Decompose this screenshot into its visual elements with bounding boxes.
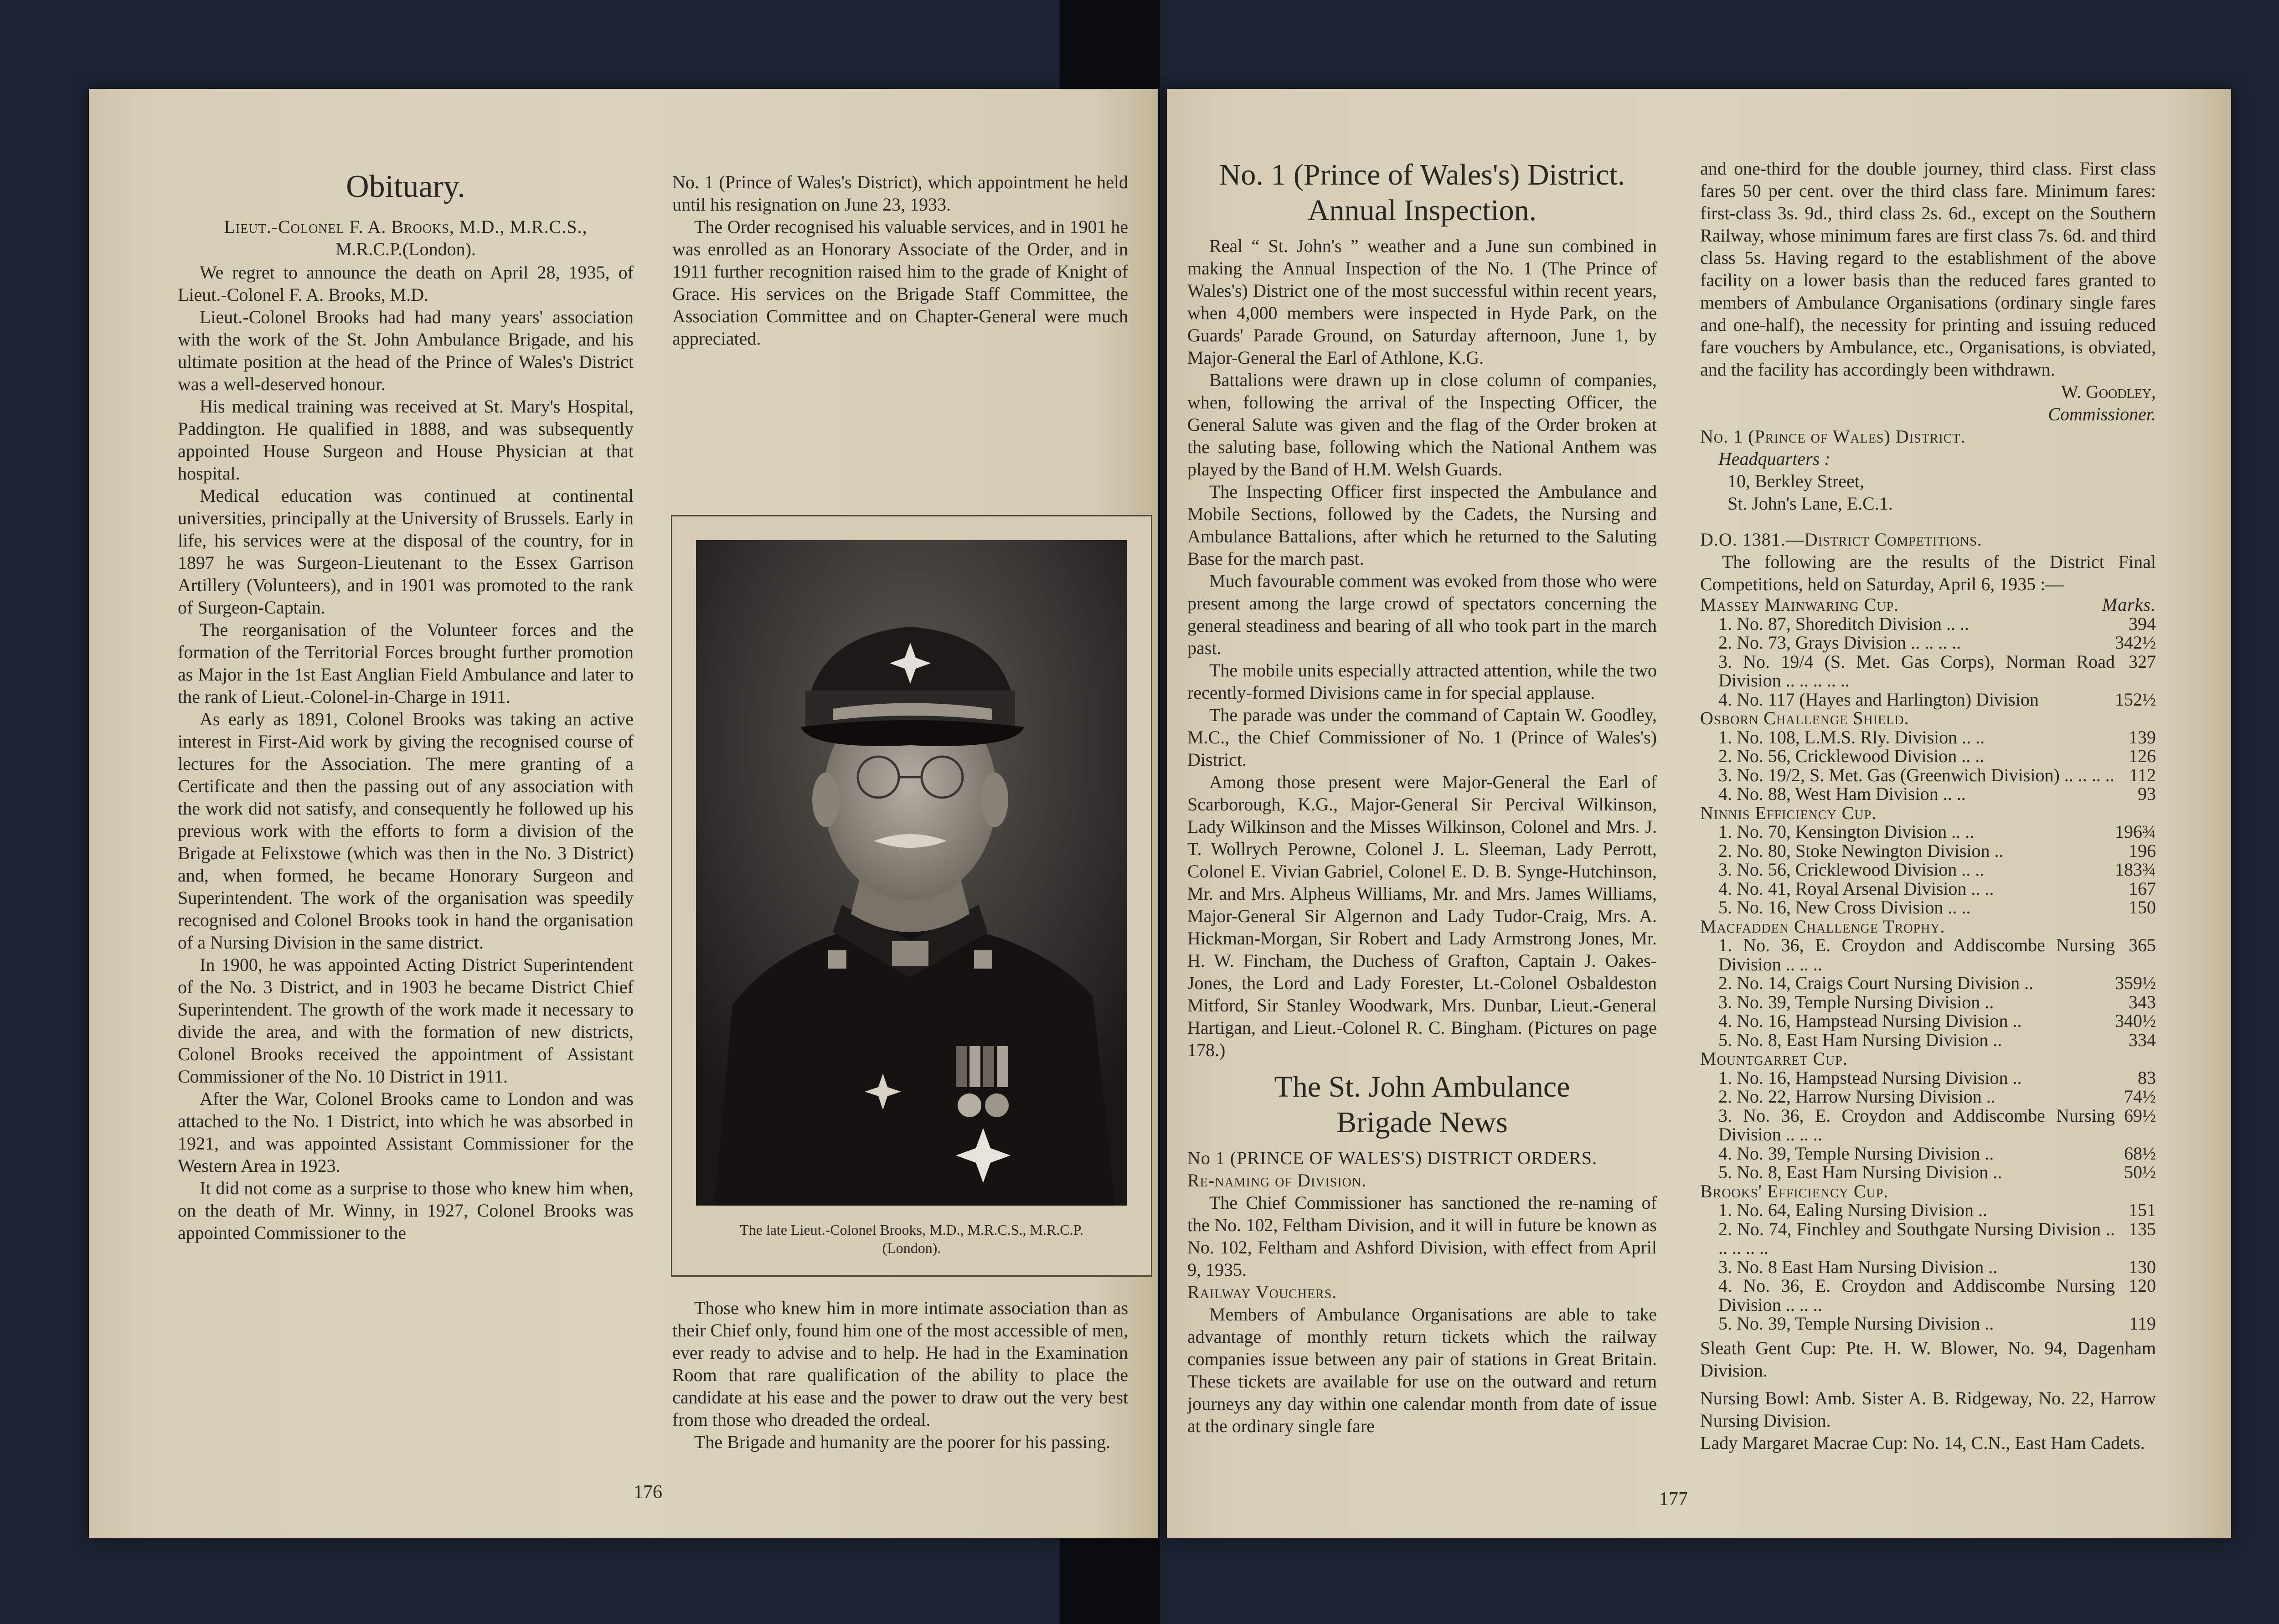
inspection-title-line-1: No. 1 (Prince of Wales's) District. (1219, 158, 1625, 191)
result-row (1700, 1258, 2156, 1277)
result-mark: 119 (2129, 1313, 2156, 1334)
result-division: 1. No. 70, Kensington Division .. .. (1718, 821, 1975, 842)
result-mark: 69½ (2124, 1105, 2156, 1126)
result-mark: 135 (2129, 1218, 2156, 1239)
obituary-paragraph: The Brigade and humanity are the poorer for his passing. (694, 1432, 1111, 1452)
result-row (1700, 974, 2156, 993)
result-division: 2. No. 73, Grays Division .. .. .. .. (1718, 632, 1961, 653)
result-row (1700, 1314, 2156, 1333)
result-mark: 394 (2129, 613, 2156, 634)
result-mark: 343 (2129, 991, 2156, 1012)
result-division: 4. No. 88, West Ham Division .. .. (1718, 784, 1966, 804)
cup-heading (1700, 804, 2156, 823)
obituary-subject-line-2: M.R.C.P.(London). (335, 239, 476, 259)
obituary-paragraph: Those who knew him in more intimate association than as their Chief only, found him one of the most accessible of men, ever ready to advise and to help. He had in the Examination Room that rare qualification of the ability to place the candidate at his ease and the power to draw out the very best from those who dreaded the ordeal. (672, 1298, 1128, 1430)
result-row (1700, 766, 2156, 785)
obituary-paragraph: The Order recognised his valuable services, and in 1901 he was enrolled as an Honorary Associate of the Order, and in 1911 further recognition raised him to the grade of Knight of Grace. His services on the Brigade Staff Committee, the Association Committee and on Chapter-General were much appreciated. (672, 217, 1128, 349)
obituary-paragraph: We regret to announce the death on April 28, 1935, of Lieut.-Colonel F. A. Brooks, M.D. (178, 262, 634, 305)
result-mark: 68½ (2124, 1143, 2156, 1164)
cup-name: Brooks' Efficiency Cup. (1700, 1181, 1889, 1201)
result-division: 3. No. 19/4 (S. Met. Gas Corps), Norman Road Division .. .. .. .. .. (1718, 651, 2115, 691)
caption-line-1: The late Lieut.-Colonel Brooks, M.D., M.R.C.S., M.R.C.P. (740, 1222, 1083, 1238)
result-row (1700, 1144, 2156, 1163)
inspection-paragraph: The Inspecting Officer first inspected the Ambulance and Mobile Sections, followed by the Cadets, the Nursing and Ambulance Battalions, after which he returned to the Saluting Base for the march past. (1187, 481, 1657, 569)
result-mark: 183¾ (2115, 859, 2156, 880)
inspection-paragraph: Much favourable comment was evoked from those who were present among the large crowd of spectators concerning the general steadiness and bearing of all who took part in the march past. (1187, 571, 1657, 658)
result-mark: 83 (2138, 1067, 2156, 1088)
result-mark: 126 (2129, 746, 2156, 766)
obituary-column-2-closing (672, 1297, 1128, 1453)
obituary-paragraph: Lieut.-Colonel Brooks had had many years' association with the work of the St. John Ambulance Brigade, and his ultimate position at the head of the Prince of Wales's District was a well-deserved honour. (178, 307, 634, 394)
signature-title: Commissioner. (2048, 404, 2156, 424)
result-mark: 327 (2129, 651, 2156, 672)
result-mark: 167 (2129, 878, 2156, 899)
sleath-gent-cup: Sleath Gent Cup: Pte. H. W. Blower, No. 94, Dagenham Division. (1700, 1337, 2156, 1381)
news-title-line-2: Brigade News (1336, 1106, 1508, 1139)
vouchers-continuation: and one-third for the double journey, third class. First class fares 50 per cent. over the third class fare. Minimum fares: first-class 3s. 9d., third class 2s. 6d., except on the Southern Railway, whose minimum fares are first class 7s. 6d. and third class 5s. Having regard to the establishment of the above facility on a lower basis than the reduced fares granted to members of Ambulance Organisations (ordinary single fares and one-half), the necessity for printing and issuing reduced fare vouchers by Ambulance, etc., Organisations, is obviated, and the facility has accordingly been withdrawn. (1700, 158, 2156, 380)
result-row (1700, 860, 2156, 879)
cup-heading (1700, 917, 2156, 936)
inspection-paragraph: The parade was under the command of Captain W. Goodley, M.C., the Chief Commissioner of No. 1 (Prince of Wales's) District. (1187, 705, 1657, 770)
obituary-paragraph: As early as 1891, Colonel Brooks was taking an active interest in First-Aid work by giving the recognised course of lectures for the Association. The mere granting of a Certificate and then the passing out of any association with the work did not satisfy, and consequently he followed up his previous work with the efforts to form a division of the Brigade at Felixstowe (which was then in the No. 3 District) and, when formed, he became Honorary Surgeon and Superintendent. The work of the organisation was speedily recognised and Colonel Brooks took in hand the organisation of a Nursing Division in the same district. (178, 709, 634, 953)
page-number-right: 177 (1659, 1489, 1688, 1510)
result-row (1700, 747, 2156, 766)
result-mark: 120 (2129, 1275, 2156, 1296)
cup-name: Macfadden Challenge Trophy. (1700, 916, 1945, 937)
news-title-line-1: The St. John Ambulance (1274, 1070, 1570, 1103)
vouchers-text: Members of Ambulance Organisations are able to take advantage of monthly return tickets which the railway companies issue between any pair of stations in Great Britain. These tickets are available for use on the outward and return journeys any day within one calendar month from date of issue at the ordinary single fare (1187, 1304, 1657, 1436)
cup-name: Osborn Challenge Shield. (1700, 708, 1909, 728)
inspection-column (1187, 157, 1657, 1437)
result-row (1700, 898, 2156, 917)
result-division: 3. No. 36, E. Croydon and Addiscombe Nursing Division .. .. .. (1718, 1105, 2115, 1145)
cup-heading (1700, 709, 2156, 728)
result-division: 1. No. 87, Shoreditch Division .. .. (1718, 613, 1969, 634)
result-division: 3. No. 8 East Ham Nursing Division .. (1718, 1256, 1998, 1277)
nursing-bowl: Nursing Bowl: Amb. Sister A. B. Ridgeway, No. 22, Harrow Nursing Division. (1700, 1387, 2156, 1431)
headquarters-address-1: 10, Berkley Street, (1727, 471, 1864, 491)
signature-name: W. Goodley, (2061, 382, 2156, 402)
result-row (1700, 1163, 2156, 1182)
result-division: 2. No. 22, Harrow Nursing Division .. (1718, 1086, 1995, 1107)
obituary-column-1 (178, 166, 634, 1244)
result-row (1700, 652, 2156, 690)
cup-heading (1700, 595, 2156, 614)
result-row (1700, 784, 2156, 804)
obituary-paragraph: The reorganisation of the Volunteer forces and the formation of the Territorial Forces brought further promotion as Major in the 1st East Anglian Field Ambulance and later to the rank of Lieut.-Colonel-in-Charge in 1911. (178, 619, 634, 707)
result-mark: 130 (2129, 1256, 2156, 1277)
result-row (1700, 1068, 2156, 1088)
inspection-paragraph: The mobile units especially attracted attention, while the two recently-formed Divisions came in for special applause. (1187, 660, 1657, 703)
result-mark: 359½ (2115, 973, 2156, 993)
obituary-column-2 (672, 171, 1128, 350)
district-orders-heading: No 1 (PRINCE OF WALES'S) DISTRICT ORDERS. (1187, 1148, 1598, 1168)
portrait-illustration (696, 540, 1127, 1206)
result-mark: 50½ (2124, 1162, 2156, 1182)
cup-heading (1700, 1049, 2156, 1068)
result-division: 3. No. 19/2, S. Met. Gas (Greenwich Division) .. .. .. .. (1718, 764, 2114, 785)
caption-line-2: (London). (882, 1240, 941, 1256)
result-mark: 152½ (2115, 689, 2156, 710)
obituary-paragraph: After the War, Colonel Brooks came to London and was attached to the No. 1 District, into which he was absorbed in 1921, and was appointed Assistant Commissioner for the Western Area in 1923. (178, 1088, 634, 1176)
result-mark: 151 (2129, 1200, 2156, 1220)
result-mark: 365 (2129, 935, 2156, 955)
result-row (1700, 1011, 2156, 1031)
result-mark: 196 (2129, 840, 2156, 861)
result-division: 1. No. 36, E. Croydon and Addiscombe Nursing Division .. .. .. (1718, 935, 2115, 974)
news-column-2 (1700, 157, 2156, 1454)
result-row (1700, 690, 2156, 709)
result-division: 4. No. 39, Temple Nursing Division .. (1718, 1143, 1994, 1164)
obituary-continuation: No. 1 (Prince of Wales's District), which appointment he held until his resignation on June 23, 1933. (672, 172, 1128, 215)
result-division: 4. No. 36, E. Croydon and Addiscombe Nursing Division .. .. .. (1718, 1275, 2115, 1315)
result-division: 4. No. 117 (Hayes and Harlington) Division (1718, 689, 2039, 710)
result-row (1700, 1276, 2156, 1314)
left-page (89, 89, 1158, 1538)
result-row (1700, 1201, 2156, 1220)
result-division: 2. No. 74, Finchley and Southgate Nursing Division .. .. .. .. .. (1718, 1218, 2115, 1258)
result-mark: 340½ (2115, 1010, 2156, 1031)
result-mark: 334 (2129, 1029, 2156, 1050)
result-division: 1. No. 64, Ealing Nursing Division .. (1718, 1200, 1987, 1220)
cup-heading (1700, 1182, 2156, 1201)
lady-macrae-cup: Lady Margaret Macrae Cup: No. 14, C.N., East Ham Cadets. (1700, 1432, 2145, 1453)
inspection-paragraph: Battalions were drawn up in close column of companies, when, following the arrival of the Inspecting Officer, the General Salute was given and the flag of the Order broken at the saluting base, following which the National Anthem was played by the Band of H.M. Welsh Guards. (1187, 370, 1657, 479)
obituary-paragraph: In 1900, he was appointed Acting District Superintendent of the No. 3 District, and in 1903 he became District Chief Superintendent. The growth of the work made it necessary to divide the area, and with the formation of new districts, Colonel Brooks received the appointment of Assistant Commissioner of the No. 10 District in 1911. (178, 954, 634, 1087)
inspection-paragraph: Among those present were Major-General the Earl of Scarborough, K.G., Major-General Sir Percival Wilkinson, Lady Wilkinson and the Misses Wilkinson, Colonel and Mrs. J. T. Wollrych Perowne, Colonel J. L. Sleeman, Lady Perrott, Colonel E. Vivian Gabriel, Colonel E. D. B. Synge-Hutchinson, Mr. and Mrs. Alpheus Williams, Mr. and Mrs. James Williams, Major-General Sir Algernon and Lady Tudor-Craig, Mrs. A. Hickman-Morgan, Sir Robert and Lady Armstrong Jones, Mr. H. W. Fincham, the Duchess of Grafton, Captain J. Oakes-Jones, the Lord and Lady Forester, Lt.-Colonel Osbaldeston Mitford, Sir Stanley Woodwark, Mrs. Dunbar, Lieut.-General Hartigan, and Lieut.-Colonel R. C. Bingham. (Pictures on page 178.) (1187, 772, 1657, 1060)
cup-name: Mountgarret Cup. (1700, 1048, 1848, 1069)
result-row (1700, 614, 2156, 634)
vouchers-heading: Railway Vouchers. (1187, 1282, 1337, 1302)
result-mark: 150 (2129, 897, 2156, 918)
result-division: 1. No. 108, L.M.S. Rly. Division .. .. (1718, 727, 1985, 748)
result-division: 4. No. 16, Hampstead Nursing Division .. (1718, 1010, 2022, 1031)
marks-label: Marks. (2102, 594, 2156, 615)
result-division: 2. No. 56, Cricklewood Division .. .. (1718, 746, 1985, 766)
obituary-paragraph: Medical education was continued at continental universities, principally at the University of Brussels. Early in life, his services were at the disposal of the country, for in 1897 he was Surgeon-Lieutenant to the Essex Garrison Artillery (Volunteers), and in 1901 was promoted to the rank of Surgeon-Captain. (178, 485, 634, 618)
cup-name: Ninnis Efficiency Cup. (1700, 802, 1877, 823)
result-row (1700, 1106, 2156, 1144)
result-mark: 93 (2138, 784, 2156, 804)
obituary-paragraph: It did not come as a surprise to those who knew him when, on the death of Mr. Winny, in 1927, Colonel Brooks was appointed Commissioner to the (178, 1178, 634, 1243)
result-mark: 139 (2129, 727, 2156, 748)
result-division: 3. No. 56, Cricklewood Division .. .. (1718, 859, 1985, 880)
obituary-subject-line-1: Lieut.-Colonel F. A. Brooks, M.D., M.R.C.S., (224, 217, 588, 237)
renaming-heading: Re-naming of Division. (1187, 1170, 1367, 1191)
result-mark: 196¾ (2115, 821, 2156, 842)
inspection-title-line-2: Annual Inspection. (1307, 194, 1537, 227)
result-division: 5. No. 16, New Cross Division .. .. (1718, 897, 1971, 918)
renaming-text: The Chief Commissioner has sanctioned the re-naming of the No. 102, Feltham Division, and it will in future be known as No. 102, Feltham and Ashford Division, with effect from April 9, 1935. (1187, 1192, 1657, 1280)
result-mark: 74½ (2124, 1086, 2156, 1107)
competition-results (1700, 595, 2156, 1333)
result-row (1700, 633, 2156, 652)
portrait-photo (696, 540, 1127, 1206)
result-division: 2. No. 14, Craigs Court Nursing Division .. (1718, 973, 2034, 993)
portrait-frame (671, 515, 1152, 1277)
headquarters-address-2: St. John's Lane, E.C.1. (1727, 493, 1893, 514)
result-mark: 342½ (2115, 632, 2156, 653)
result-row (1700, 1031, 2156, 1050)
competitions-intro: The following are the results of the District Final Competitions, held on Saturday, April 6, 1935 :— (1700, 552, 2156, 594)
portrait-caption (691, 1221, 1133, 1257)
district-line: No. 1 (Prince of Wales) District. (1700, 426, 1966, 447)
result-row (1700, 879, 2156, 898)
competitions-heading: D.O. 1381.—District Competitions. (1700, 529, 1982, 550)
result-division: 5. No. 8, East Ham Nursing Division .. (1718, 1162, 2002, 1182)
result-row (1700, 841, 2156, 861)
result-mark: 112 (2129, 764, 2156, 785)
result-division: 4. No. 41, Royal Arsenal Division .. .. (1718, 878, 1994, 899)
obituary-title: Obituary. (346, 169, 465, 204)
result-row (1700, 1087, 2156, 1106)
result-row (1700, 822, 2156, 841)
headquarters-label: Headquarters : (1718, 449, 1830, 469)
result-division: 5. No. 39, Temple Nursing Division .. (1718, 1313, 1994, 1334)
cup-name: Massey Mainwaring Cup. (1700, 594, 1899, 615)
inspection-paragraph: Real “ St. John's ” weather and a June sun combined in making the Annual Inspection of the No. 1 (The Prince of Wales's) District one of the most successful within recent years, when 4,000 members were inspected in Hyde Park, on the Guards' Parade Ground, on Saturday afternoon, June 1, by Major-General the Earl of Athlone, K.G. (1187, 236, 1657, 368)
result-row (1700, 993, 2156, 1012)
result-row (1700, 936, 2156, 974)
result-division: 1. No. 16, Hampstead Nursing Division .. (1718, 1067, 2022, 1088)
obituary-paragraph: His medical training was received at St. Mary's Hospital, Paddington. He qualified in 1888, and was subsequently appointed House Surgeon and House Physician at that hospital. (178, 396, 634, 484)
page-number-left: 176 (634, 1482, 662, 1503)
result-division: 3. No. 39, Temple Nursing Division .. (1718, 991, 1994, 1012)
result-row (1700, 728, 2156, 747)
right-page (1167, 89, 2231, 1538)
result-row (1700, 1220, 2156, 1258)
result-division: 5. No. 8, East Ham Nursing Division .. (1718, 1029, 2002, 1050)
result-division: 2. No. 80, Stoke Newington Division .. (1718, 840, 2004, 861)
